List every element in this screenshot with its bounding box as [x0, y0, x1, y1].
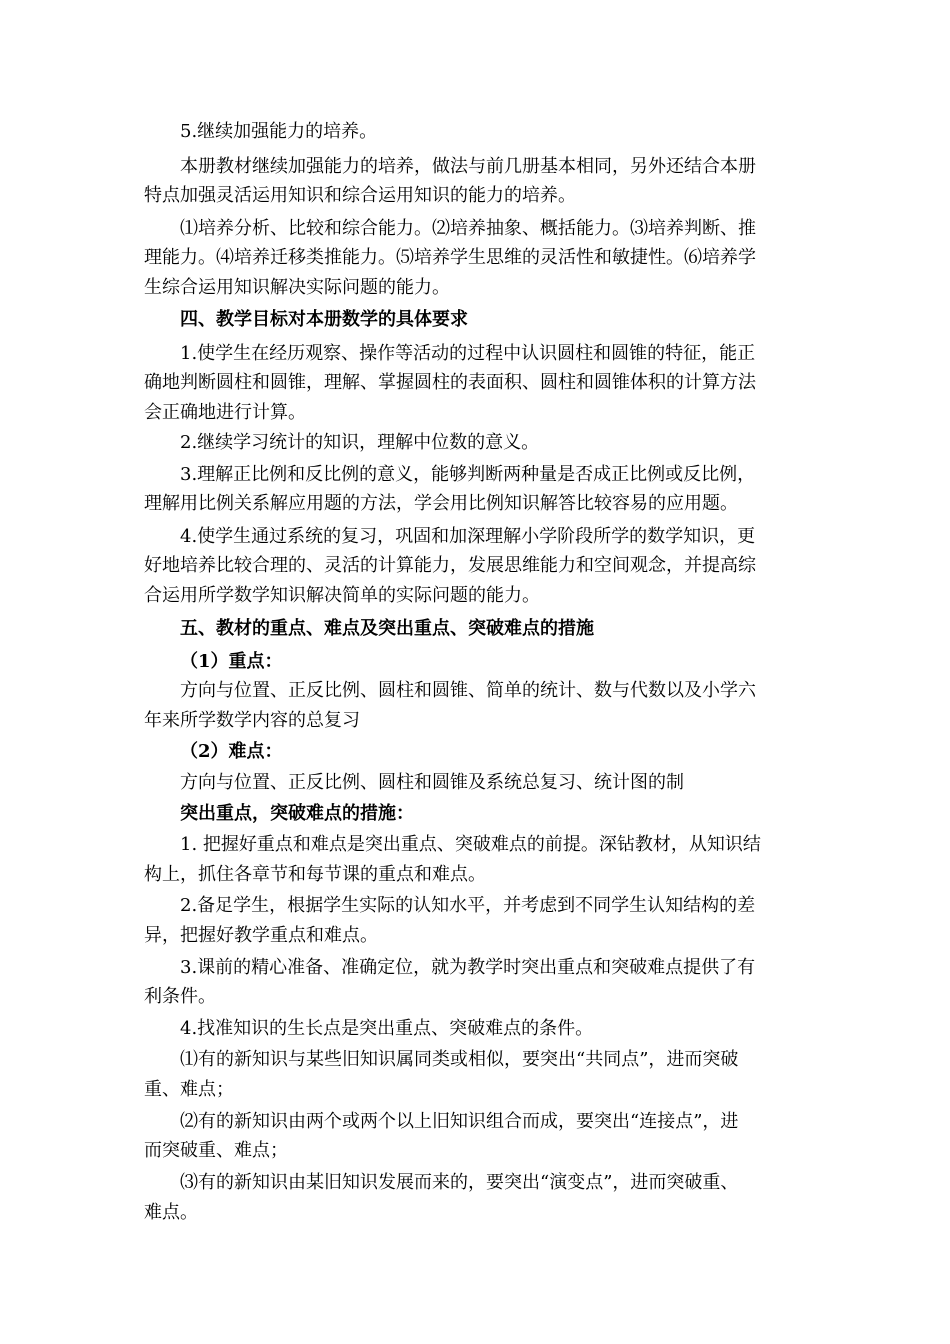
text-line: 特点加强灵活运用知识和综合运用知识的能力的培养。	[144, 185, 576, 206]
section-heading: 五、教材的重点、难点及突出重点、突破难点的措施	[180, 618, 594, 639]
text-line: ⑵有的新知识由两个或两个以上旧知识组合而成，要突出“连接点”，进	[180, 1111, 739, 1132]
text-line: 生综合运用知识解决实际问题的能力。	[144, 277, 450, 298]
text-line: 1.使学生在经历观察、操作等活动的过程中认识圆柱和圆锥的特征，能正	[180, 343, 756, 364]
text-line: 本册教材继续加强能力的培养，做法与前几册基本相同，另外还结合本册	[180, 156, 756, 177]
text-line: 好地培养比较合理的、灵活的计算能力，发展思维能力和空间观念，并提高综	[144, 555, 756, 576]
text-line: 理解用比例关系解应用题的方法，学会用比例知识解答比较容易的应用题。	[144, 493, 738, 514]
text-line: 2.备足学生，根据学生实际的认知水平，并考虑到不同学生认知结构的差	[180, 895, 756, 916]
text-line: 2.继续学习统计的知识，理解中位数的意义。	[180, 432, 540, 453]
text-line: 3.课前的精心准备、准确定位，就为教学时突出重点和突破难点提供了有	[180, 957, 756, 978]
text-line: 1. 把握好重点和难点是突出重点、突破难点的前提。深钻教材，从知识结	[180, 834, 761, 855]
text-line: 年来所学数学内容的总复习	[144, 710, 360, 731]
text-line: ⑴有的新知识与某些旧知识属同类或相似，要突出“共同点”，进而突破	[180, 1049, 739, 1070]
text-line: 方向与位置、正反比例、圆柱和圆锥、简单的统计、数与代数以及小学六	[180, 680, 756, 701]
text-line: 方向与位置、正反比例、圆柱和圆锥及系统总复习、统计图的制	[180, 772, 684, 793]
text-line: 而突破重、难点；	[144, 1140, 288, 1161]
text-line: ⑶有的新知识由某旧知识发展而来的，要突出“演变点”，进而突破重、	[180, 1172, 739, 1193]
text-line: 4.找准知识的生长点是突出重点、突破难点的条件。	[180, 1018, 594, 1039]
subheading: （2）难点：	[180, 741, 283, 762]
text-line: 合运用所学数学知识解决简单的实际问题的能力。	[144, 585, 540, 606]
text-line: ⑴培养分析、比较和综合能力。⑵培养抽象、概括能力。⑶培养判断、推	[180, 218, 756, 239]
subheading: （1）重点：	[180, 651, 283, 672]
text-line: 确地判断圆柱和圆锥，理解、掌握圆柱的表面积、圆柱和圆锥体积的计算方法	[144, 372, 756, 393]
text-line: 5.继续加强能力的培养。	[180, 121, 378, 142]
text-line: 3.理解正比例和反比例的意义，能够判断两种量是否成正比例或反比例，	[180, 464, 756, 485]
text-line: 难点。	[144, 1202, 198, 1223]
text-line: 构上，抓住各章节和每节课的重点和难点。	[144, 864, 486, 885]
text-line: 4.使学生通过系统的复习，巩固和加深理解小学阶段所学的数学知识，更	[180, 526, 756, 547]
text-line: 理能力。⑷培养迁移类推能力。⑸培养学生思维的灵活性和敏捷性。⑹培养学	[144, 247, 756, 268]
text-line: 会正确地进行计算。	[144, 402, 306, 423]
subheading: 突出重点，突破难点的措施：	[180, 803, 414, 824]
text-line: 利条件。	[144, 986, 216, 1007]
text-line: 异，把握好教学重点和难点。	[144, 925, 378, 946]
text-line: 重、难点；	[144, 1079, 234, 1100]
section-heading: 四、教学目标对本册数学的具体要求	[180, 309, 468, 330]
